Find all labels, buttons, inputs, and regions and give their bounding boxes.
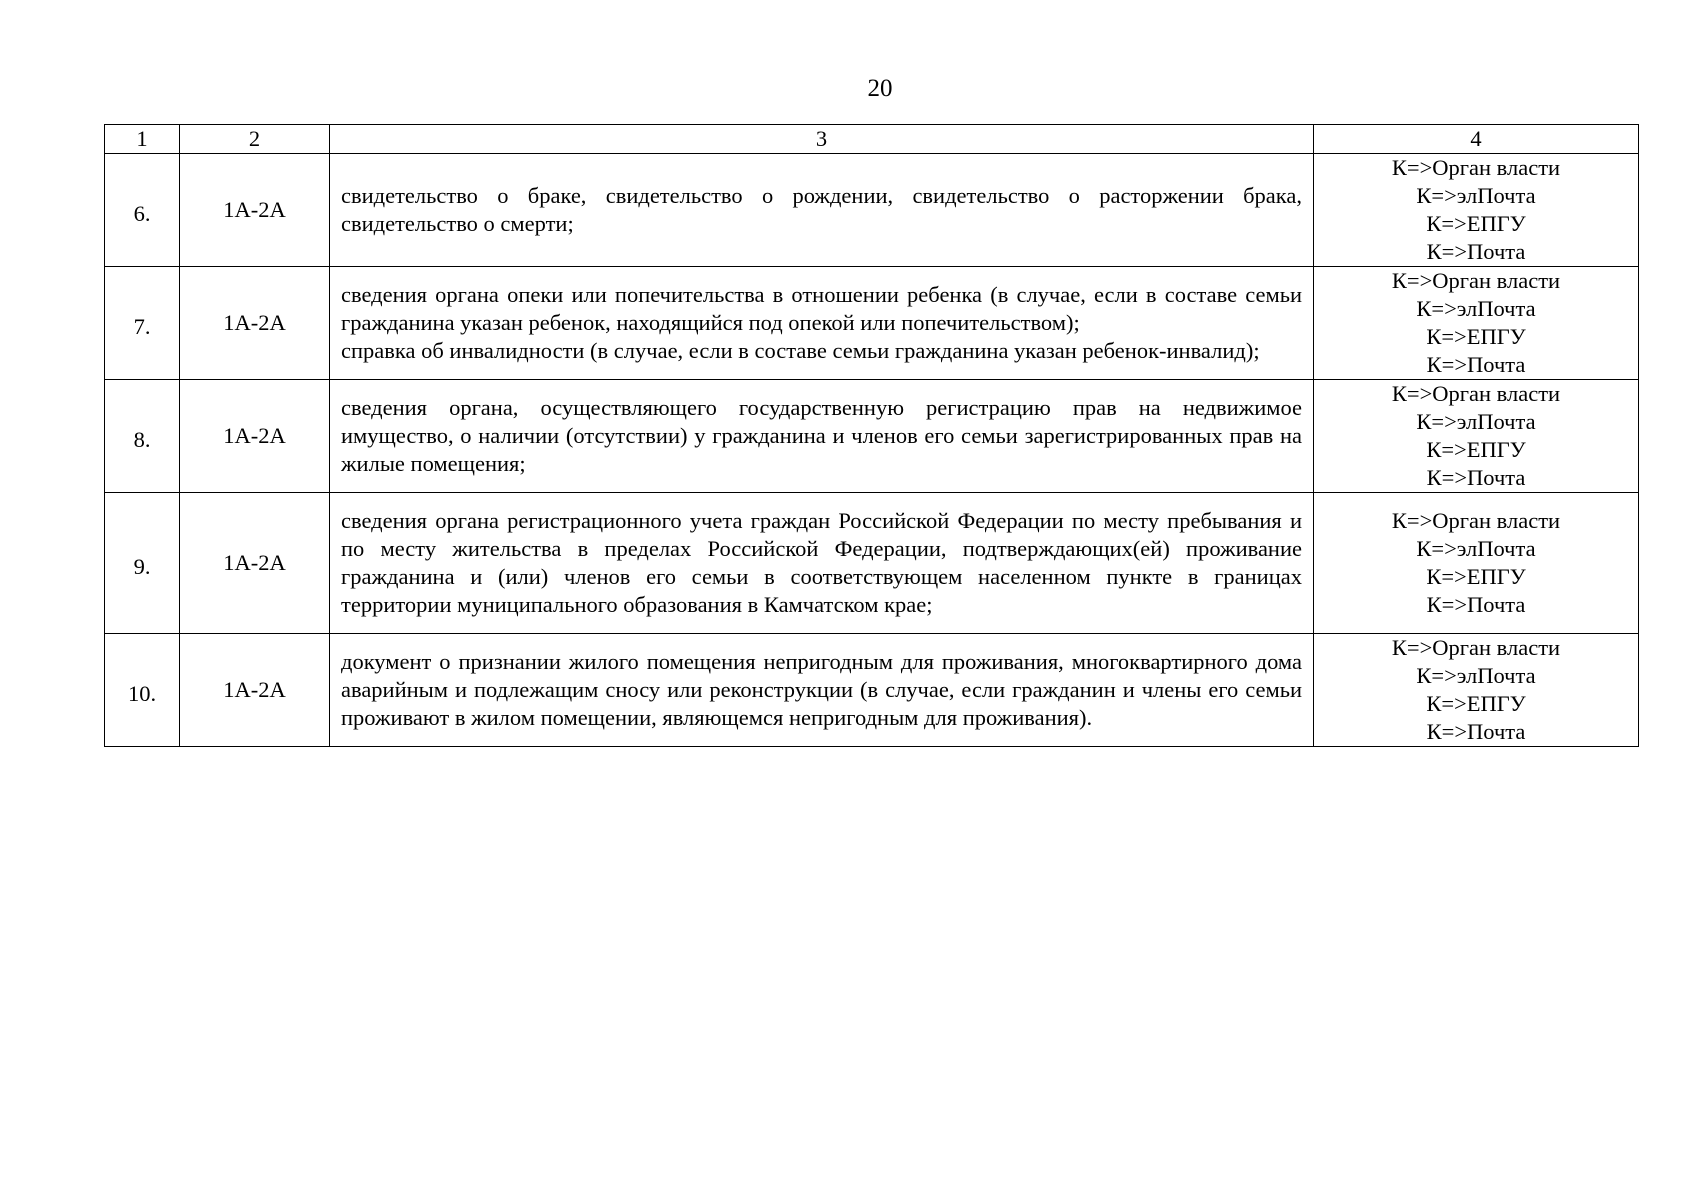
- row-code-cell: [180, 267, 330, 380]
- header-cell: 4: [1314, 125, 1639, 154]
- table-header-row: [105, 125, 1639, 154]
- row-code-cell: [180, 154, 330, 267]
- channel-item: К=>ЕПГУ: [1426, 691, 1526, 716]
- row-code: 1А-2А: [223, 677, 286, 702]
- channel-item: К=>Почта: [1426, 239, 1526, 264]
- row-number-cell: [105, 267, 180, 380]
- table-row: [105, 634, 1639, 747]
- row-code: 1А-2А: [223, 423, 286, 448]
- row-number: 10.: [127, 681, 157, 706]
- row-number-cell: [105, 154, 180, 267]
- channel-item: К=>Почта: [1426, 592, 1526, 617]
- header-cell: 1: [105, 125, 180, 154]
- row-number: 7.: [133, 314, 151, 339]
- row-description: справка об инвалидности (в случае, если в составе семьи гражданина указан ребенок-инвалид);: [341, 338, 1260, 363]
- documents-table: [104, 124, 1639, 747]
- row-description: сведения органа опеки или попечительства в отношении ребенка (в случае, если в составе семьи гражданина указан ребенок, находящийся под опекой или попечительством);: [341, 282, 1302, 335]
- channel-item: К=>Почта: [1426, 465, 1526, 490]
- header-cell: 2: [180, 125, 330, 154]
- row-number-cell: [105, 634, 180, 747]
- row-description: сведения органа регистрационного учета граждан Российской Федерации по месту пребывания и по месту жительства в пределах Российской Федерации, подтверждающих(ей) проживание гражданина и (или) членов его семьи в соответствующем населенном пункте в границах территории муниципального образования в Камчатском крае;: [341, 508, 1302, 617]
- row-number-cell: [105, 380, 180, 493]
- channel-item: К=>Орган власти: [1391, 635, 1561, 660]
- channel-item: К=>ЕПГУ: [1426, 564, 1526, 589]
- channel-item: К=>Орган власти: [1391, 381, 1561, 406]
- channel-item: К=>ЕПГУ: [1426, 211, 1526, 236]
- row-code-cell: [180, 493, 330, 634]
- table-row: [105, 267, 1639, 380]
- channel-item: К=>Почта: [1426, 352, 1526, 377]
- table-row: [105, 493, 1639, 634]
- row-description: свидетельство о браке, свидетельство о рождении, свидетельство о расторжении брака, свидетельство о смерти;: [341, 183, 1302, 236]
- row-channels-cell: [1314, 634, 1639, 747]
- channel-item: К=>Орган власти: [1391, 155, 1561, 180]
- row-number: 6.: [133, 201, 151, 226]
- row-number: 8.: [133, 427, 151, 452]
- channel-item: К=>Орган власти: [1391, 268, 1561, 293]
- row-description-cell: [330, 634, 1314, 747]
- row-code-cell: [180, 634, 330, 747]
- row-channels-cell: [1314, 493, 1639, 634]
- row-number-cell: [105, 493, 180, 634]
- channel-item: К=>элПочта: [1416, 183, 1536, 208]
- channel-item: К=>элПочта: [1416, 536, 1536, 561]
- channel-item: К=>элПочта: [1416, 409, 1536, 434]
- row-description-cell: [330, 493, 1314, 634]
- header-cell: 3: [330, 125, 1314, 154]
- row-description: документ о признании жилого помещения непригодным для проживания, многоквартирного дома аварийным и подлежащим сносу или реконструкции (в случае, если гражданин и члены его семьи проживают в жилом помещении, являющемся непригодным для проживания).: [341, 649, 1302, 730]
- row-description: сведения органа, осуществляющего государственную регистрацию прав на недвижимое имущество, о наличии (отсутствии) у гражданина и членов его семьи зарегистрированных прав на жилые помещения;: [341, 395, 1302, 476]
- row-description-cell: [330, 380, 1314, 493]
- row-channels-cell: [1314, 154, 1639, 267]
- channel-item: К=>Орган власти: [1391, 508, 1561, 533]
- row-code: 1А-2А: [223, 197, 286, 222]
- row-description-cell: [330, 154, 1314, 267]
- channel-item: К=>элПочта: [1416, 663, 1536, 688]
- table-row: [105, 380, 1639, 493]
- row-number: 9.: [133, 554, 151, 579]
- table-row: [105, 154, 1639, 267]
- channel-item: К=>элПочта: [1416, 296, 1536, 321]
- row-channels-cell: [1314, 380, 1639, 493]
- row-description-cell: [330, 267, 1314, 380]
- row-channels-cell: [1314, 267, 1639, 380]
- page-number: 20: [867, 75, 893, 102]
- row-code: 1А-2А: [223, 310, 286, 335]
- row-code-cell: [180, 380, 330, 493]
- row-code: 1А-2А: [223, 550, 286, 575]
- channel-item: К=>ЕПГУ: [1426, 437, 1526, 462]
- channel-item: К=>ЕПГУ: [1426, 324, 1526, 349]
- channel-item: К=>Почта: [1426, 719, 1526, 744]
